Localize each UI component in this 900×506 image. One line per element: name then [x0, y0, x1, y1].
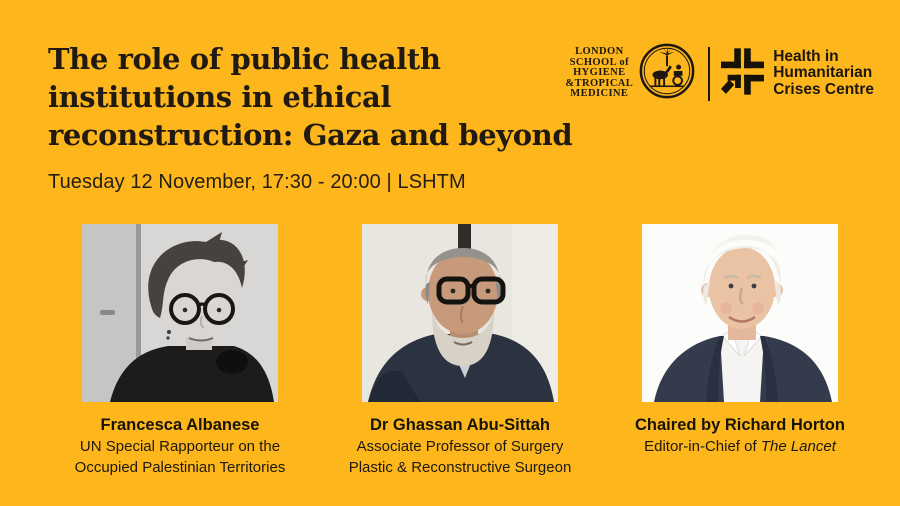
speaker-caption — [75, 414, 286, 478]
event-title — [48, 40, 572, 154]
speaker-role-line — [635, 436, 845, 457]
lshtm-wordmark-line: LONDON — [575, 46, 624, 58]
speaker-photo-francesca-albanese — [82, 224, 278, 402]
hhcc-wordmark-line: Health in — [773, 47, 839, 65]
speaker-role-line: Occupied Palestinian Territories — [74, 459, 286, 476]
speaker-name: Chaired by Richard Horton — [635, 416, 845, 434]
speaker-card — [600, 224, 880, 478]
speaker-role-publication: The Lancet — [760, 438, 836, 455]
title-line-1: The role of public health — [48, 42, 441, 76]
lshtm-wordmark-line: HYGIENE — [573, 67, 626, 79]
speaker-role-prefix: Editor-in-Chief of — [644, 438, 761, 455]
hhcc-logo — [721, 48, 874, 100]
lshtm-wordmark-line: MEDICINE — [570, 88, 629, 100]
title-line-2: institutions in ethical — [48, 80, 391, 114]
logo-divider — [708, 47, 710, 101]
hhcc-wordmark-line: Humanitarian — [773, 64, 873, 82]
speaker-role-line: Plastic & Reconstructive Surgeon — [348, 459, 572, 476]
speaker-caption — [349, 414, 572, 478]
lshtm-wordmark-line: SCHOOL of — [569, 56, 629, 68]
hhcc-wordmark — [773, 49, 874, 99]
speaker-name: Dr Ghassan Abu-Sittah — [369, 416, 550, 434]
lshtm-wordmark — [565, 47, 633, 100]
speaker-photo-richard-horton — [642, 224, 838, 402]
speaker-name: Francesca Albanese — [100, 416, 260, 434]
event-datetime: Tuesday 12 November, 17:30 - 20:00 | LSHTM — [48, 171, 466, 193]
hhcc-wordmark-line: Crises Centre — [773, 80, 874, 98]
logo-group — [565, 42, 874, 105]
speaker-role-line: Associate Professor of Surgery — [356, 438, 564, 455]
speaker-card — [320, 224, 600, 478]
speaker-role-line: UN Special Rapporteur on the — [79, 438, 281, 455]
title-line-3: reconstruction: Gaza and beyond — [48, 118, 573, 152]
lshtm-crest-icon — [638, 42, 696, 105]
speaker-card — [40, 224, 320, 478]
speaker-photo-ghassan-abu-sittah — [362, 224, 558, 402]
lshtm-wordmark-line: &TROPICAL — [565, 77, 634, 89]
speakers-row — [40, 224, 880, 478]
hhcc-cross-arrow-icon — [721, 48, 764, 100]
speaker-caption — [635, 414, 845, 457]
